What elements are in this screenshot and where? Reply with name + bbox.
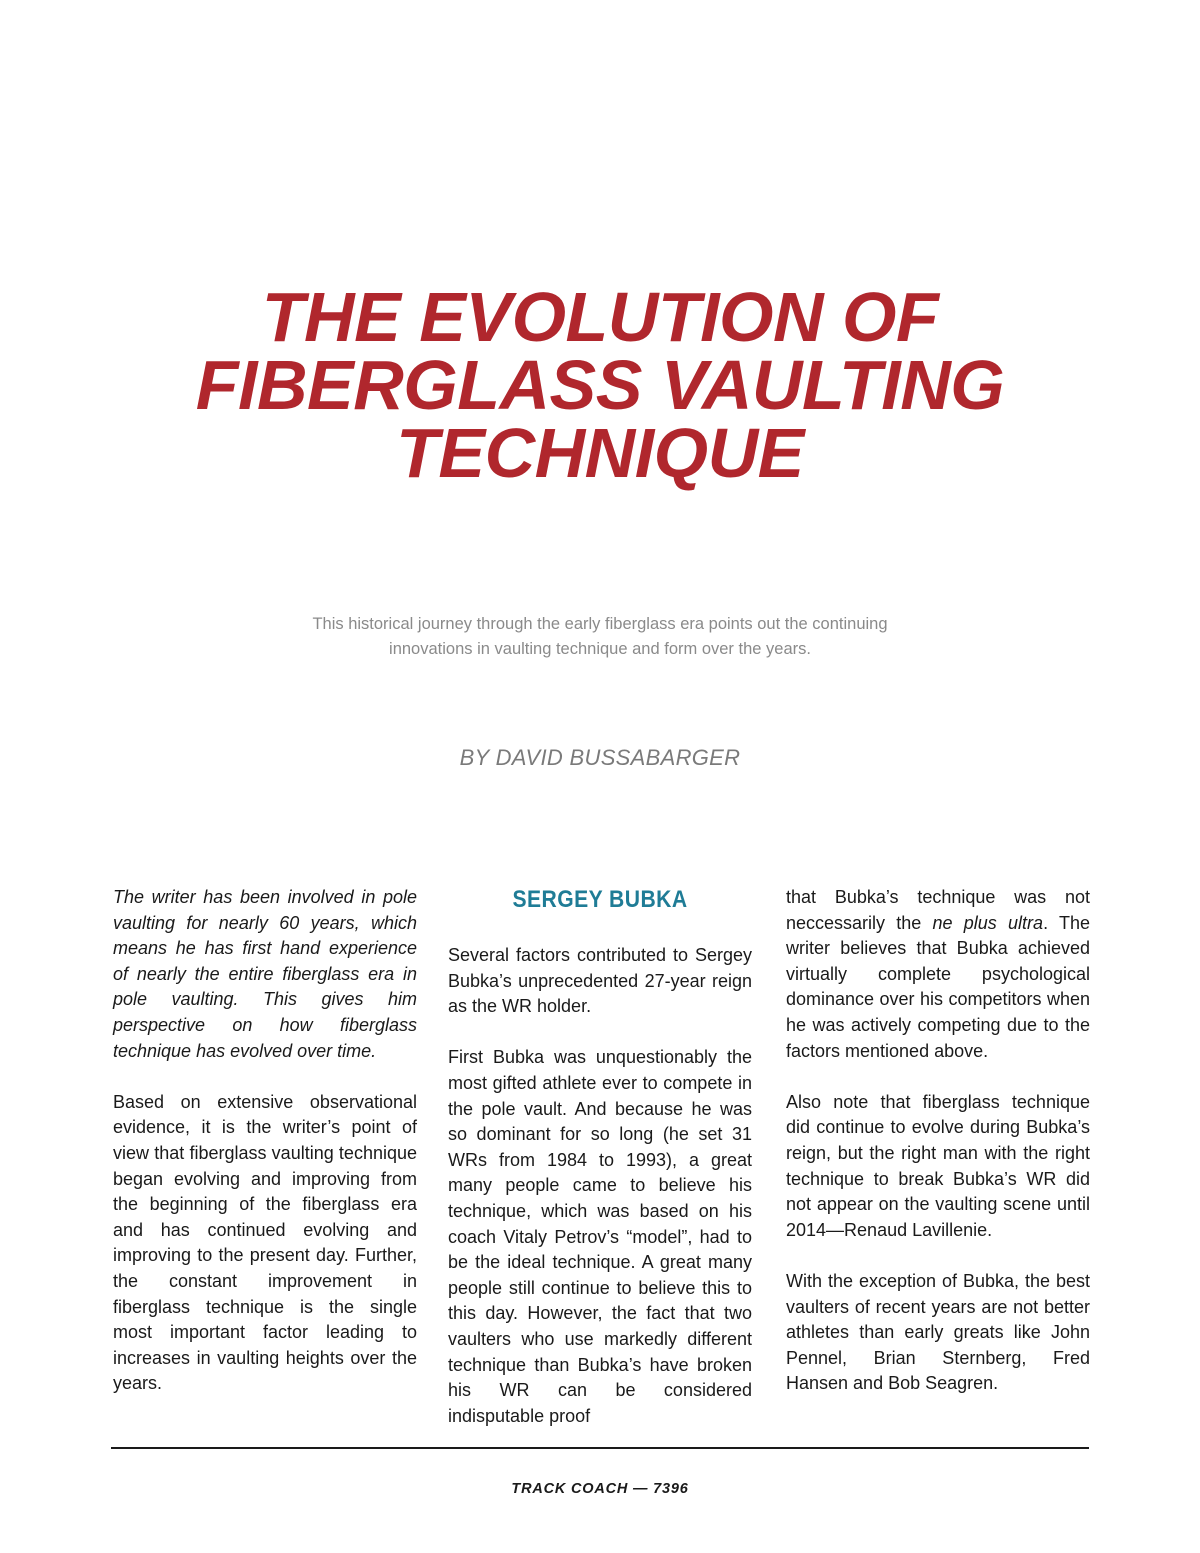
text-run: . The writer believes that Bubka achieved virtually complete psychological dominance over his competitors when he was actively competing due to the factors mentioned above. [786, 912, 1090, 1061]
body-paragraph: With the exception of Bubka, the best vaulters of recent years are not better athletes than early greats like John Pennel, Brian Sternberg, Fred Hansen and Bob Seagren. [786, 1270, 1090, 1394]
page-folio: TRACK COACH — 7396 [511, 1481, 689, 1497]
byline: BY DAVID BUSSABARGER [459, 745, 741, 770]
article-title [0, 278, 1200, 492]
footer-divider [111, 1447, 1089, 1449]
body-paragraph: Several factors contributed to Sergey Bubka’s unprecedented 27-year reign as the WR holder. [448, 945, 752, 1017]
column-3 [786, 885, 1090, 1397]
article-deck [250, 612, 950, 662]
intro-paragraph: The writer has been involved in pole vaulting for nearly 60 years, which means he has first hand experience of nearly the entire fiberglass era in pole vaulting. This gives him perspective on how fiberglass technique has evolved over time. [113, 887, 417, 1061]
text-run: that Bubka’s technique was not neccessarily the [786, 887, 1090, 933]
title-line-1: THE EVOLUTION OF [261, 278, 939, 356]
deck-line-1: This historical journey through the early fiberglass era points out the continuing [312, 615, 888, 633]
body-paragraph: Also note that fiberglass technique did continue to evolve during Bubka’s reign, but the right man with the right technique to break Bubka’s WR did not appear on the vaulting scene until 2014—Renaud Lavillenie. [786, 1091, 1090, 1240]
section-heading: SERGEY BUBKA [512, 886, 688, 913]
body-paragraph: First Bubka was unquestionably the most gifted athlete ever to compete in the pole vault. And because he was so dominant for so long (he set 31 WRs from 1984 to 1993), a great many people came to believe his technique, which was based on his coach Vitaly Petrov’s “model”, had to be the ideal technique. A great many people still continue to believe this to this day. However, the fact that two vaulters who use markedly different technique than Bubka’s have broken his WR can be considered indisputable proof [448, 1047, 752, 1426]
column-2 [448, 885, 752, 1429]
column-1 [113, 885, 417, 1397]
title-line-2: FIBERGLASS VAULTING [195, 346, 1005, 424]
body-paragraph [786, 885, 1090, 1064]
title-line-3: TECHNIQUE [396, 414, 804, 492]
deck-line-2: innovations in vaulting technique and form over the years. [389, 640, 811, 658]
body-paragraph: Based on extensive observational evidence, it is the writer’s point of view that fiberglass vaulting technique began evolving and improving from the beginning of the fiberglass era and has continued evolving and improving to the present day. Further, the constant improvement in fiberglass technique is the single most important factor leading to increases in vaulting heights over the years. [113, 1091, 417, 1394]
italic-phrase: ne plus ultra [932, 912, 1044, 933]
